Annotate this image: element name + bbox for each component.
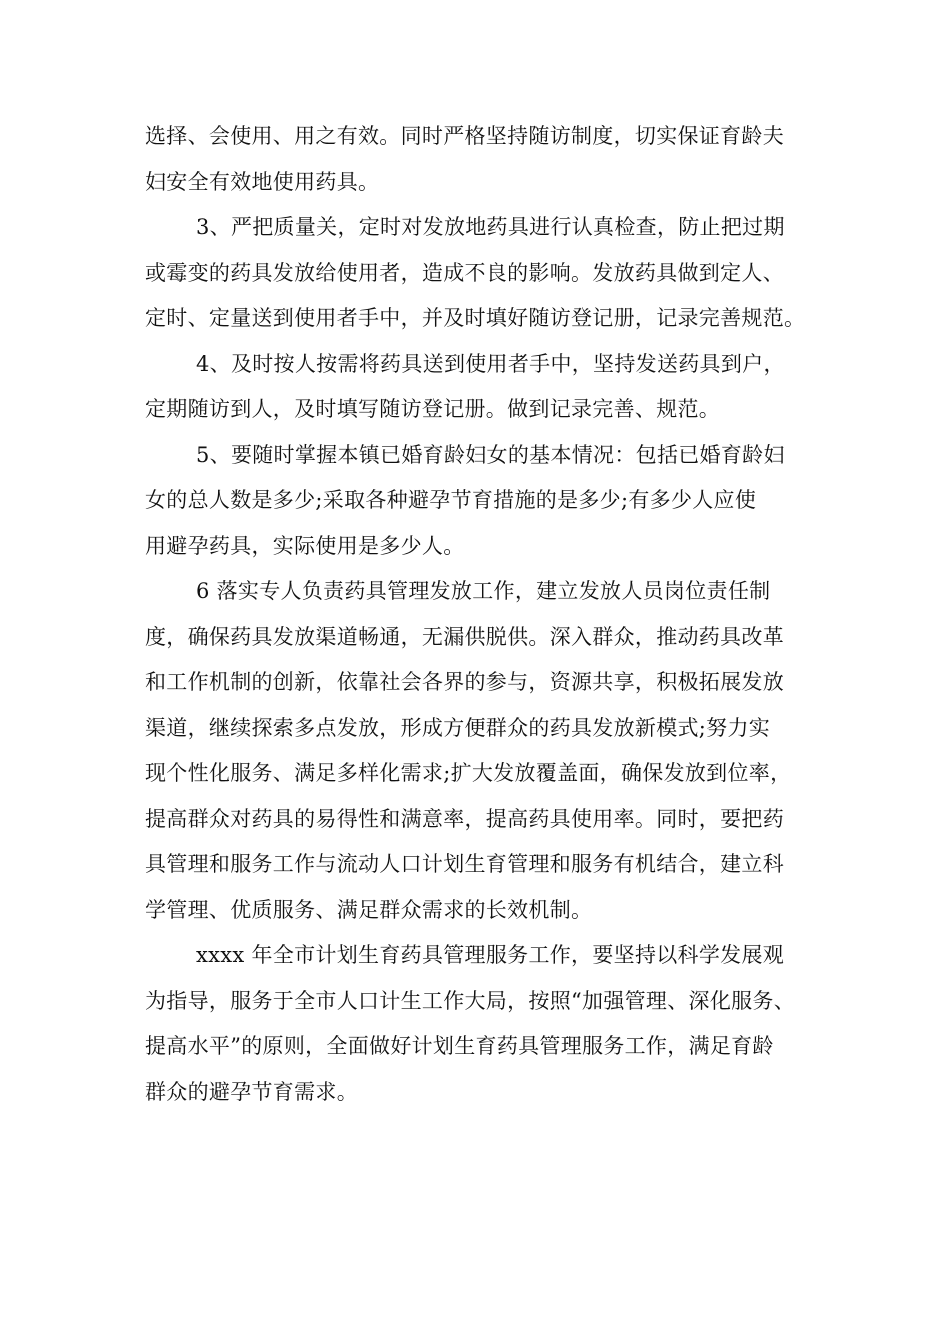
text-line: 提高群众对药具的易得性和满意率，提高药具使用率。同时，要把药	[145, 806, 784, 831]
text-line: 具管理和服务工作与流动人口计划生育管理和服务有机结合，建立科	[145, 852, 784, 876]
text-line: 或霉变的药具发放给使用者，造成不良的影响。发放药具做到定人、	[145, 260, 784, 285]
document-body	[145, 114, 805, 1115]
text-line: 提高水平”的原则，全面做好计划生育药具管理服务工作，满足育龄	[145, 1034, 774, 1058]
text-line: 定时、定量送到使用者手中，并及时填好随访登记册，记录完善规范。	[145, 306, 806, 330]
paragraph-2	[145, 205, 805, 342]
text-line: 选择、会使用、用之有效。同时严格坚持随访制度，切实保证育龄夫	[145, 124, 784, 148]
text-line: 渠道，继续探索多点发放，形成方便群众的药具发放新模式;努力实	[145, 715, 771, 740]
text-line: 5、要随时掌握本镇已婚育龄妇女的基本情况：包括已婚育龄妇	[196, 442, 785, 467]
text-line: xxxx 年全市计划生育药具管理服务工作，要坚持以科学发展观	[196, 943, 785, 967]
text-line: 群众的避孕节育需求。	[145, 1079, 358, 1104]
text-line: 用避孕药具，实际使用是多少人。	[145, 533, 465, 558]
text-line: 学管理、优质服务、满足群众需求的长效机制。	[145, 897, 593, 922]
paragraph-3	[145, 342, 805, 433]
text-line: 3、严把质量关，定时对发放地药具进行认真检查，防止把过期	[196, 215, 785, 239]
paragraph-1	[145, 114, 805, 205]
text-line: 4、及时按人按需将药具送到使用者手中，坚持发送药具到户，	[196, 351, 785, 376]
paragraph-5	[145, 569, 805, 933]
paragraph-4	[145, 433, 805, 570]
paragraph-6	[145, 933, 805, 1115]
text-line: 为指导，服务于全市人口计生工作大局，按照“加强管理、深化服务、	[145, 988, 796, 1013]
text-line: 现个性化服务、满足多样化需求;扩大发放覆盖面，确保发放到位率，	[145, 761, 792, 785]
text-line: 和工作机制的创新，依靠社会各界的参与，资源共享，积极拓展发放	[145, 670, 784, 694]
text-line: 度，确保药具发放渠道畅通，无漏供脱供。深入群众，推动药具改革	[145, 624, 784, 649]
text-line: 妇安全有效地使用药具。	[145, 169, 380, 194]
text-line: 6 落实专人负责药具管理发放工作，建立发放人员岗位责任制	[196, 579, 771, 603]
text-line: 定期随访到人，及时填写随访登记册。做到记录完善、规范。	[145, 397, 721, 421]
text-line: 女的总人数是多少;采取各种避孕节育措施的是多少;有多少人应使	[145, 488, 757, 512]
